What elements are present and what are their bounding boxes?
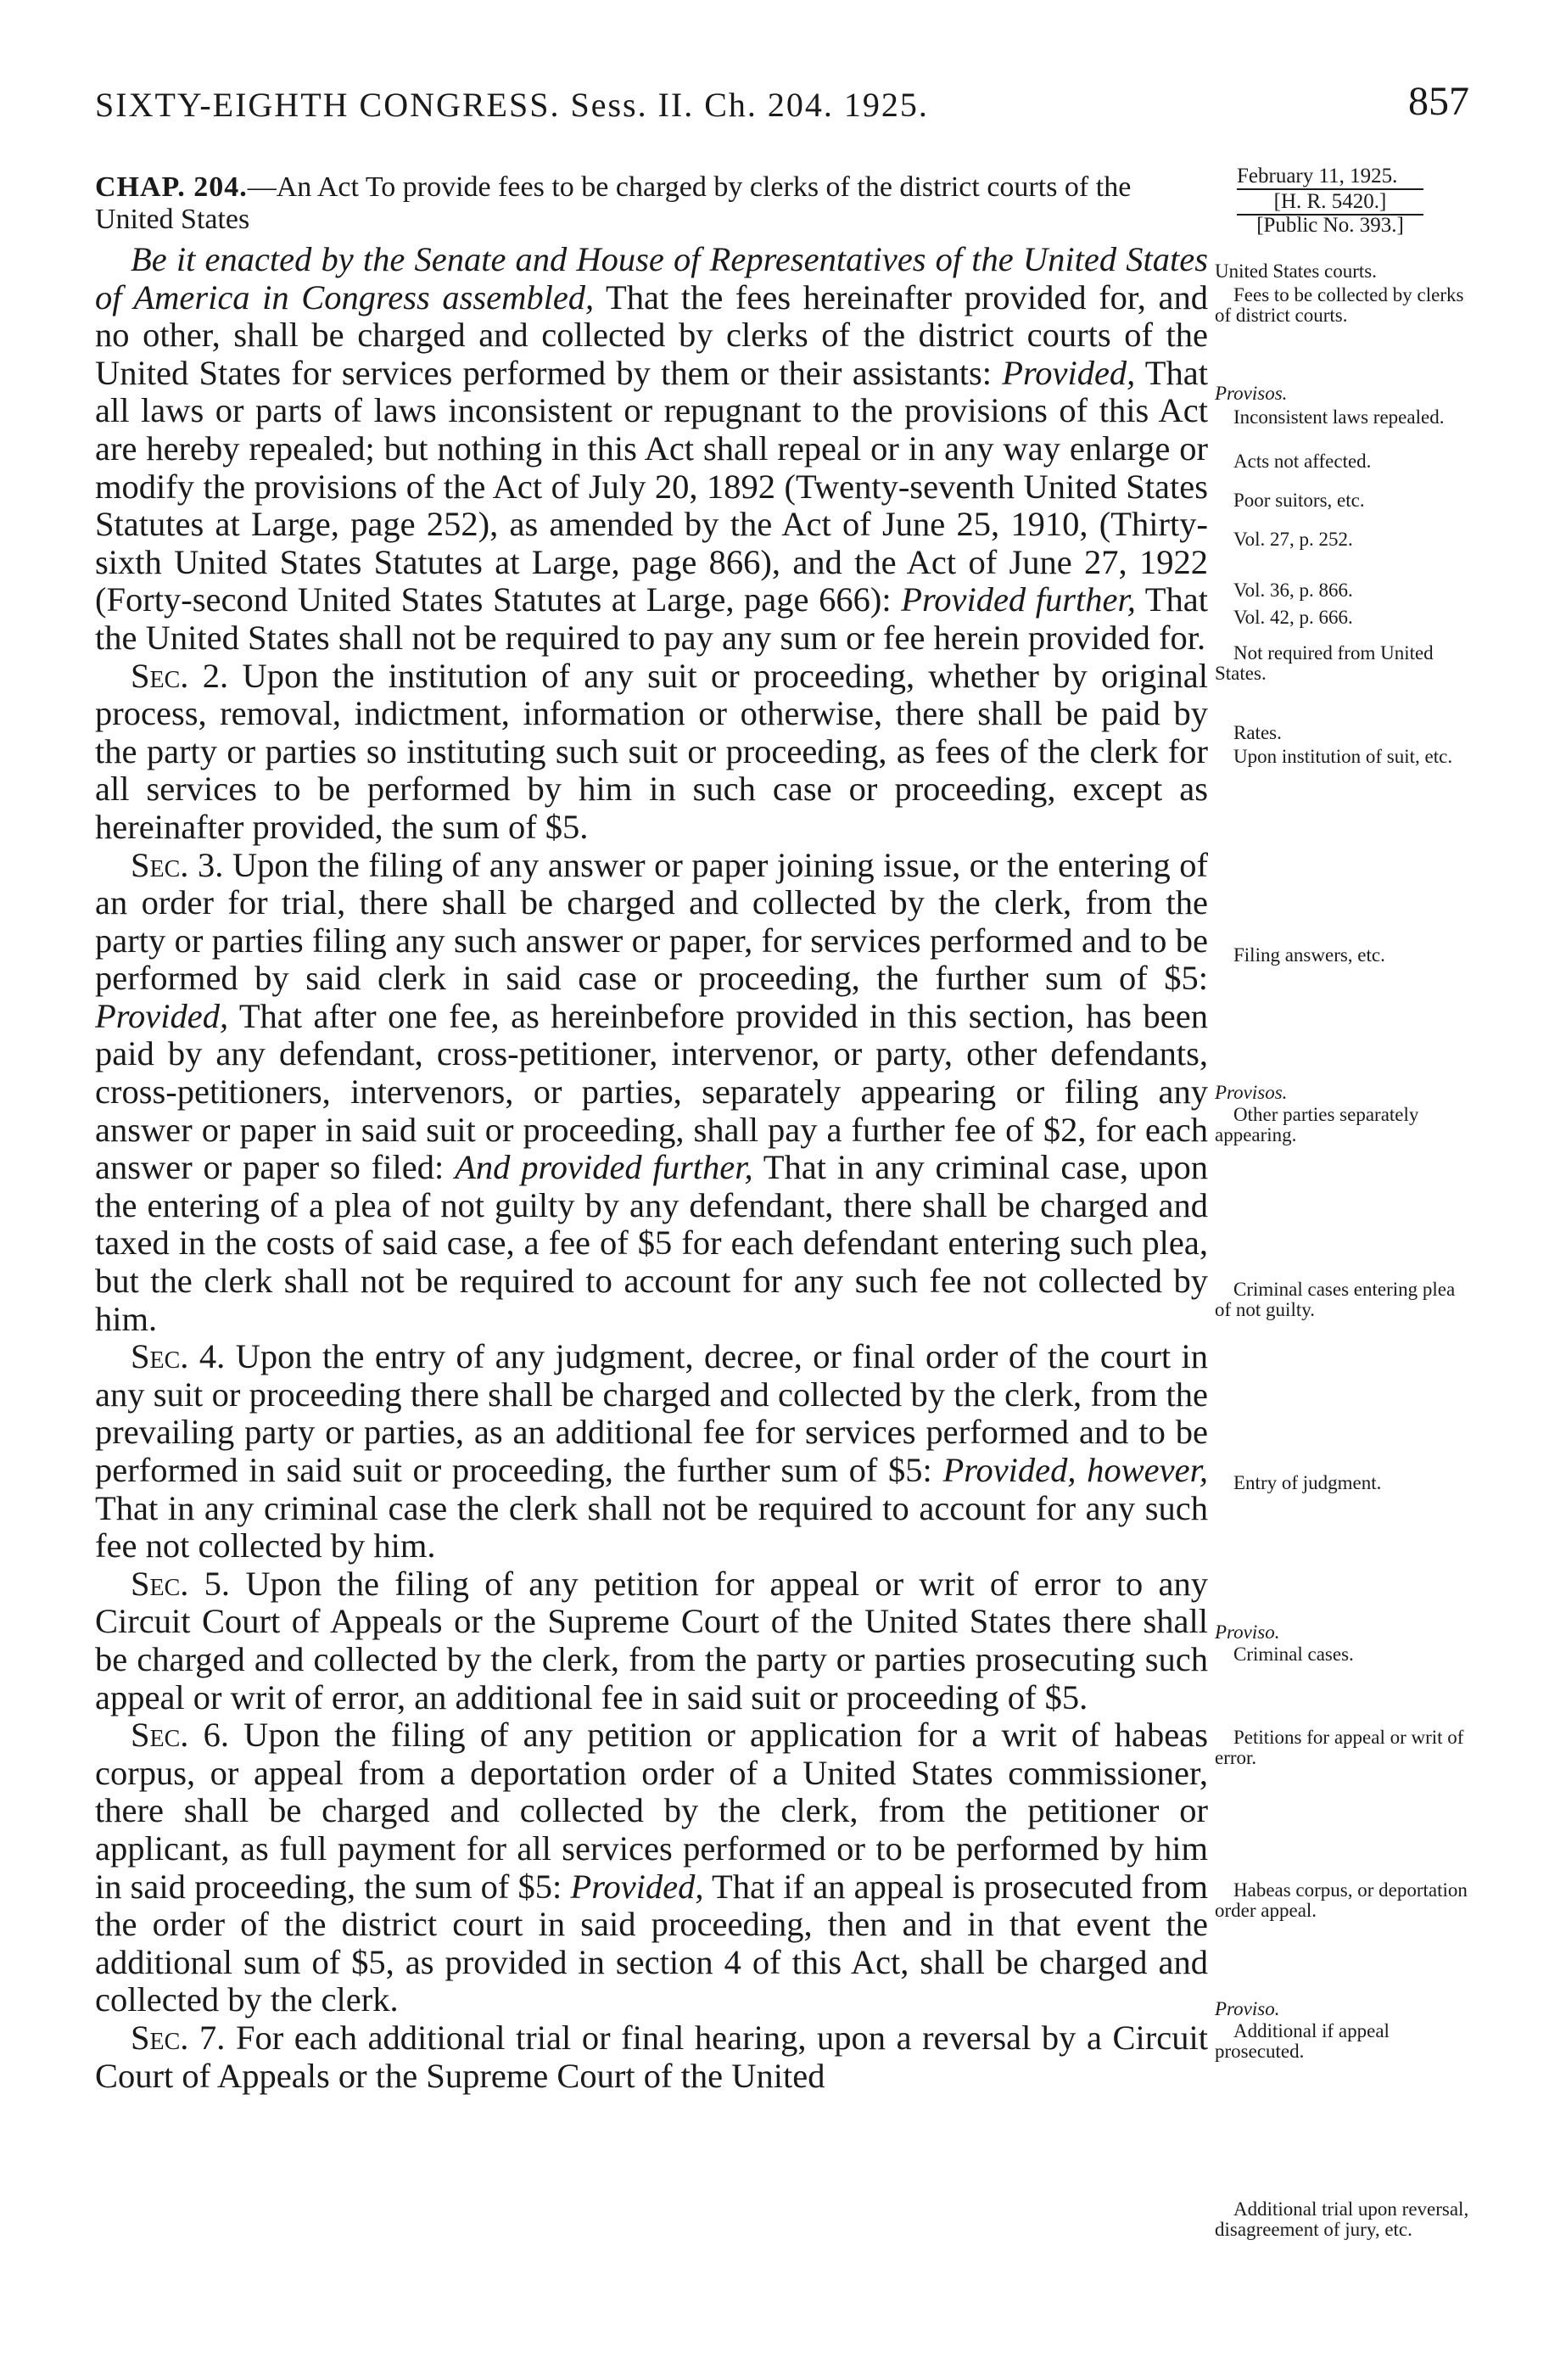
section-3-text: Upon the filing of any answer or paper joining issue, or the entering of an order for trial, there shall be charged and collected by the clerk, from the party or parties filing any such answer or paper, for services performed and to be performed by said clerk in said case or proceeding, the further sum of $5:: [95, 845, 1208, 998]
enactment-date: February 11, 1925.: [1237, 165, 1398, 188]
margin-note-text: Proviso.: [1215, 1621, 1280, 1643]
margin-note: [1215, 1999, 1469, 2019]
section-6-proviso-label: Provided,: [570, 1867, 704, 1906]
section-4: [95, 1338, 1208, 1565]
margin-note-text: Provisos.: [1215, 1082, 1288, 1103]
margin-note: [1215, 285, 1469, 326]
enacting-clause: Be it enacted by the Senate and House of Representatives of the United States of America in Congress assembled,: [95, 240, 1208, 316]
bill-number: [H. R. 5420.]: [1273, 190, 1387, 213]
margin-note-text: Criminal cases entering plea of not guilty.: [1215, 1279, 1456, 1320]
statute-body: [95, 241, 1208, 2095]
section-5-label: Sec. 5.: [131, 1564, 231, 1603]
section-1-text-3: That the United States shall not be required to pay any sum or fee herein provided for.: [95, 580, 1209, 657]
section-2-text: Upon the institution of any suit or proceeding, whether by original process, removal, indictment, information or otherwise, there shall be paid by the party or parties so instituting such suit or proceeding, as fees of the clerk for all services to be performed by him in such case or proceeding, except as hereinafter provided, the sum of $5.: [95, 656, 1208, 846]
margin-note-text: Fees to be collected by clerks of district courts.: [1215, 284, 1464, 326]
margin-note-text: Provisos.: [1215, 383, 1288, 404]
chapter-title: —An Act To provide fees to be charged by clerks of the district courts of the United States: [95, 171, 1132, 235]
margin-note: [1215, 529, 1469, 550]
margin-note: [1215, 451, 1469, 472]
section-4-text-2: That in any criminal case the clerk shall not be required to account for any such fee not collected by him.: [95, 1488, 1208, 1565]
margin-note: [1215, 384, 1469, 404]
page-number: 857: [1408, 79, 1469, 124]
running-header: [95, 79, 1469, 139]
section-3-label: Sec. 3.: [131, 845, 224, 884]
margin-note: [1215, 1728, 1469, 1768]
section-1: [95, 241, 1208, 658]
enactment-info: [1237, 166, 1440, 236]
margin-note-text: Proviso.: [1215, 1998, 1280, 2019]
margin-note: [1215, 2199, 1469, 2240]
section-6-text: Upon the filing of any petition or application for a writ of habeas corpus, or appeal from a deportation order of a United States commissioner, there shall be charged and collected by the clerk, from the petitioner or applicant, as full payment for all services performed or to be performed by him in said proceeding, the sum of $5:: [95, 1716, 1208, 1906]
section-3-text-3: That in any criminal case, upon the entering of a plea of not guilty by any defendant, there shall be charged and taxed in the costs of said case, a fee of $5 for each defendant entering such plea, but the clerk shall not be required to account for any such fee not collected by him.: [95, 1148, 1209, 1338]
section-3-text-2: That after one fee, as hereinbefore provided in this section, has been paid by any defendant, cross-petitioner, intervenor, or party, other defendants, cross-petitioners, intervenors, or parties, separately appearing or filing any answer or paper in said suit or proceeding, shall pay a further fee of $2, for each answer or paper so filed:: [95, 996, 1208, 1187]
chapter-heading: [95, 171, 1198, 236]
section-5-text: Upon the filing of any petition for appeal or writ of error to any Circuit Court of Appeals or the Supreme Court of the United States there shall be charged and collected by the clerk, from the party or parties prosecuting such appeal or writ of error, an additional fee in said suit or proceeding of $5.: [95, 1564, 1208, 1716]
proviso-label: Provided,: [1002, 353, 1136, 392]
section-1-text: That the fees hereinafter provided for, and no other, shall be charged and collected by clerks of the district courts of the United States for services performed by them or their assistants:: [95, 277, 1208, 392]
margin-note-text: Other parties separately appearing.: [1215, 1104, 1419, 1145]
margin-note: [1215, 747, 1469, 767]
margin-note-text: Criminal cases.: [1233, 1644, 1354, 1665]
margin-note-text: Upon institution of suit, etc.: [1233, 746, 1453, 767]
section-7: [95, 2019, 1208, 2095]
section-3: [95, 847, 1208, 1339]
margin-note-text: Rates.: [1233, 722, 1282, 743]
margin-note: [1215, 261, 1469, 282]
section-4-text: Upon the entry of any judgment, decree, or final order of the court in any suit or proceeding there shall be charged and collected by the clerk, from the prevailing party or parties, as an additional fee for services performed and to be performed in said suit or proceeding, the further sum of $5:: [95, 1337, 1208, 1489]
margin-note-text: Habeas corpus, or deportation order appeal.: [1215, 1879, 1468, 1921]
running-header-title: SIXTY-EIGHTH CONGRESS. Sess. II. Ch. 204. 1925.: [95, 86, 929, 124]
section-6: [95, 1716, 1208, 2019]
margin-note-text: Vol. 27, p. 252.: [1233, 529, 1353, 550]
margin-note-text: Poor suitors, etc.: [1233, 490, 1365, 511]
section-1-text-2: That all laws or parts of laws inconsistent or repugnant to the provisions of this Act are hereby repealed; but nothing in this Act shall repeal or in any way enlarge or modify the provisions of the Act of July 20, 1892 (Twenty-seventh United States Statutes at Large, page 252), as amended by the Act of June 25, 1910, (Thirty-sixth United States Statutes at Large, page 866), and the Act of June 27, 1922 (Forty-second United States Statutes at Large, page 666):: [95, 353, 1209, 619]
margin-note: [1215, 1644, 1469, 1665]
margin-note: [1215, 490, 1469, 511]
margin-note: [1215, 1105, 1469, 1145]
margin-note: [1215, 608, 1469, 628]
margin-note: [1215, 1280, 1469, 1320]
margin-note: [1215, 1473, 1469, 1493]
proviso-further-label: Provided further,: [901, 580, 1136, 619]
section-4-proviso-label: Provided, however,: [942, 1451, 1209, 1489]
section-3-proviso-further-label: And provided further,: [455, 1148, 753, 1187]
margin-note-text: Additional if appeal prosecuted.: [1215, 2020, 1390, 2062]
section-7-label: Sec. 7.: [131, 2018, 226, 2057]
margin-note: [1215, 945, 1469, 966]
public-law-number: [Public No. 393.]: [1256, 214, 1404, 237]
margin-note: [1215, 407, 1469, 428]
margin-note-text: Acts not affected.: [1233, 451, 1372, 472]
section-4-label: Sec. 4.: [131, 1337, 226, 1376]
margin-note: [1215, 1083, 1469, 1103]
margin-note-text: United States courts.: [1215, 260, 1377, 282]
margin-note-text: Entry of judgment.: [1233, 1472, 1382, 1493]
section-6-text-2: That if an appeal is prosecuted from the order of the district court in said proceeding, then and in that event the additional sum of $5, as provided in section 4 of this Act, shall be charged and collected by the clerk.: [95, 1867, 1209, 2019]
section-5: [95, 1565, 1208, 1716]
margin-note-text: Not required from United States.: [1215, 642, 1434, 684]
margin-note-text: Inconsistent laws repealed.: [1233, 406, 1445, 428]
margin-note: [1215, 723, 1469, 743]
chapter-number: CHAP. 204.: [95, 171, 248, 203]
margin-note-text: Filing answers, etc.: [1233, 944, 1385, 966]
margin-note-text: Additional trial upon reversal, disagreement of jury, etc.: [1215, 2198, 1469, 2240]
section-7-text: For each additional trial or final hearing, upon a reversal by a Circuit Court of Appeals or the Supreme Court of the United: [95, 2018, 1208, 2095]
section-6-label: Sec. 6.: [131, 1716, 229, 1755]
margin-note: [1215, 643, 1469, 684]
section-2-label: Sec. 2.: [131, 656, 229, 695]
margin-note: [1215, 580, 1469, 601]
margin-note: [1215, 1622, 1469, 1643]
margin-note-text: Vol. 36, p. 866.: [1233, 580, 1353, 601]
section-2: [95, 658, 1208, 847]
section-3-proviso-label: Provided,: [95, 996, 229, 1035]
margin-note: [1215, 2021, 1469, 2062]
margin-note-text: Petitions for appeal or writ of error.: [1215, 1727, 1464, 1768]
margin-note-text: Vol. 42, p. 666.: [1233, 607, 1353, 628]
margin-note: [1215, 1880, 1469, 1921]
